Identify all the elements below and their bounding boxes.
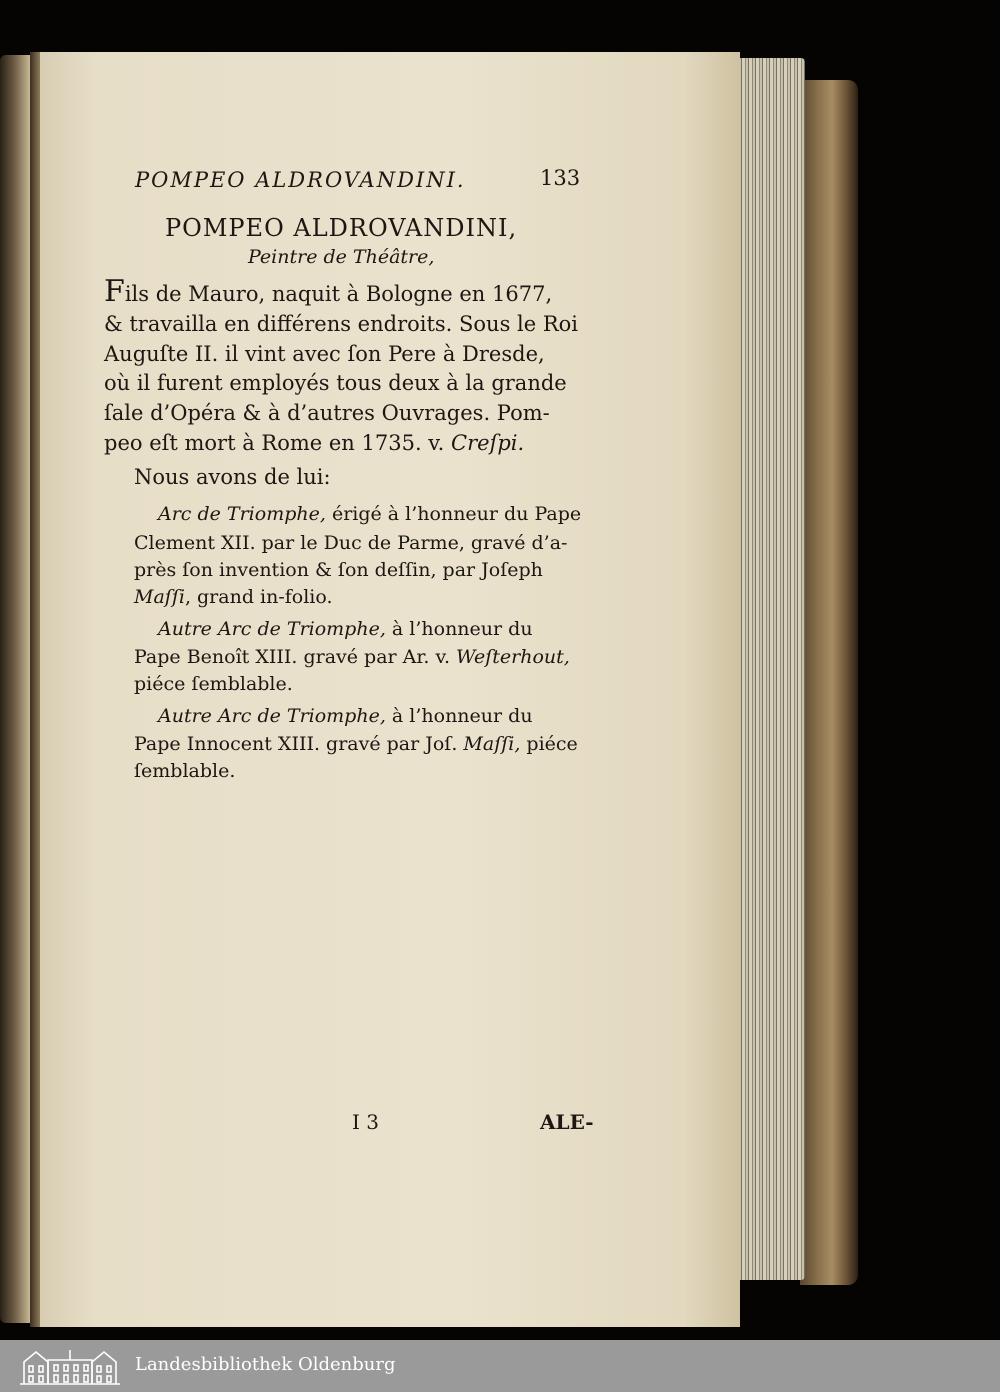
- intro-line: Nous avons de lui:: [134, 465, 331, 489]
- entry-heading: POMPEO ALDROVANDINI,: [165, 214, 518, 242]
- item-line: piéce ſemblable.: [134, 673, 293, 695]
- paragraph-line: ſale d’Opéra & à d’autres Ouvrages. Pom-: [104, 401, 550, 425]
- item-line: Pape Benoît XIII. gravé par Ar. v. Weſterhout,: [134, 646, 570, 668]
- running-title: POMPEO ALDROVANDINI.: [135, 168, 466, 192]
- library-building-icon: [18, 1346, 122, 1386]
- signature-mark: I 3: [352, 1110, 379, 1134]
- paragraph-line: Fils de Mauro, naquit à Bologne en 1677,: [104, 274, 553, 309]
- item-line: Pape Innocent XIII. gravé par Joſ. Maſſi, piéce: [134, 733, 578, 755]
- item-line: Maſſi, grand in-folio.: [134, 586, 333, 608]
- item-line: Autre Arc de Triomphe, à l’honneur du: [158, 705, 533, 727]
- footer-bar: [0, 1340, 1000, 1392]
- paragraph-line: & travailla en différens endroits. Sous le Roi: [104, 312, 579, 336]
- paragraph-line: où il furent employés tous deux à la grande: [104, 371, 567, 395]
- paragraph-line: peo eſt mort à Rome en 1735. v. Creſpi.: [104, 431, 525, 455]
- drop-capital: F: [104, 274, 125, 309]
- book-cover-edge: [800, 80, 858, 1285]
- catchword: ALE-: [540, 1110, 594, 1134]
- paragraph-line: Auguſte II. il vint avec ſon Pere à Dresde,: [104, 342, 545, 366]
- page-number: 133: [540, 166, 581, 190]
- item-line: Arc de Triomphe, érigé à l’honneur du Pape: [158, 503, 582, 525]
- item-line: Autre Arc de Triomphe, à l’honneur du: [158, 618, 533, 640]
- item-line: ſemblable.: [134, 760, 236, 782]
- item-line: Clement XII. par le Duc de Parme, gravé d’a-: [134, 532, 568, 554]
- entry-subheading: Peintre de Théâtre,: [248, 246, 435, 268]
- footer-label: Landesbibliothek Oldenburg: [135, 1354, 396, 1375]
- page-fore-edge: [735, 58, 805, 1280]
- item-line: près ſon invention & ſon deſſin, par Joſeph: [134, 559, 543, 581]
